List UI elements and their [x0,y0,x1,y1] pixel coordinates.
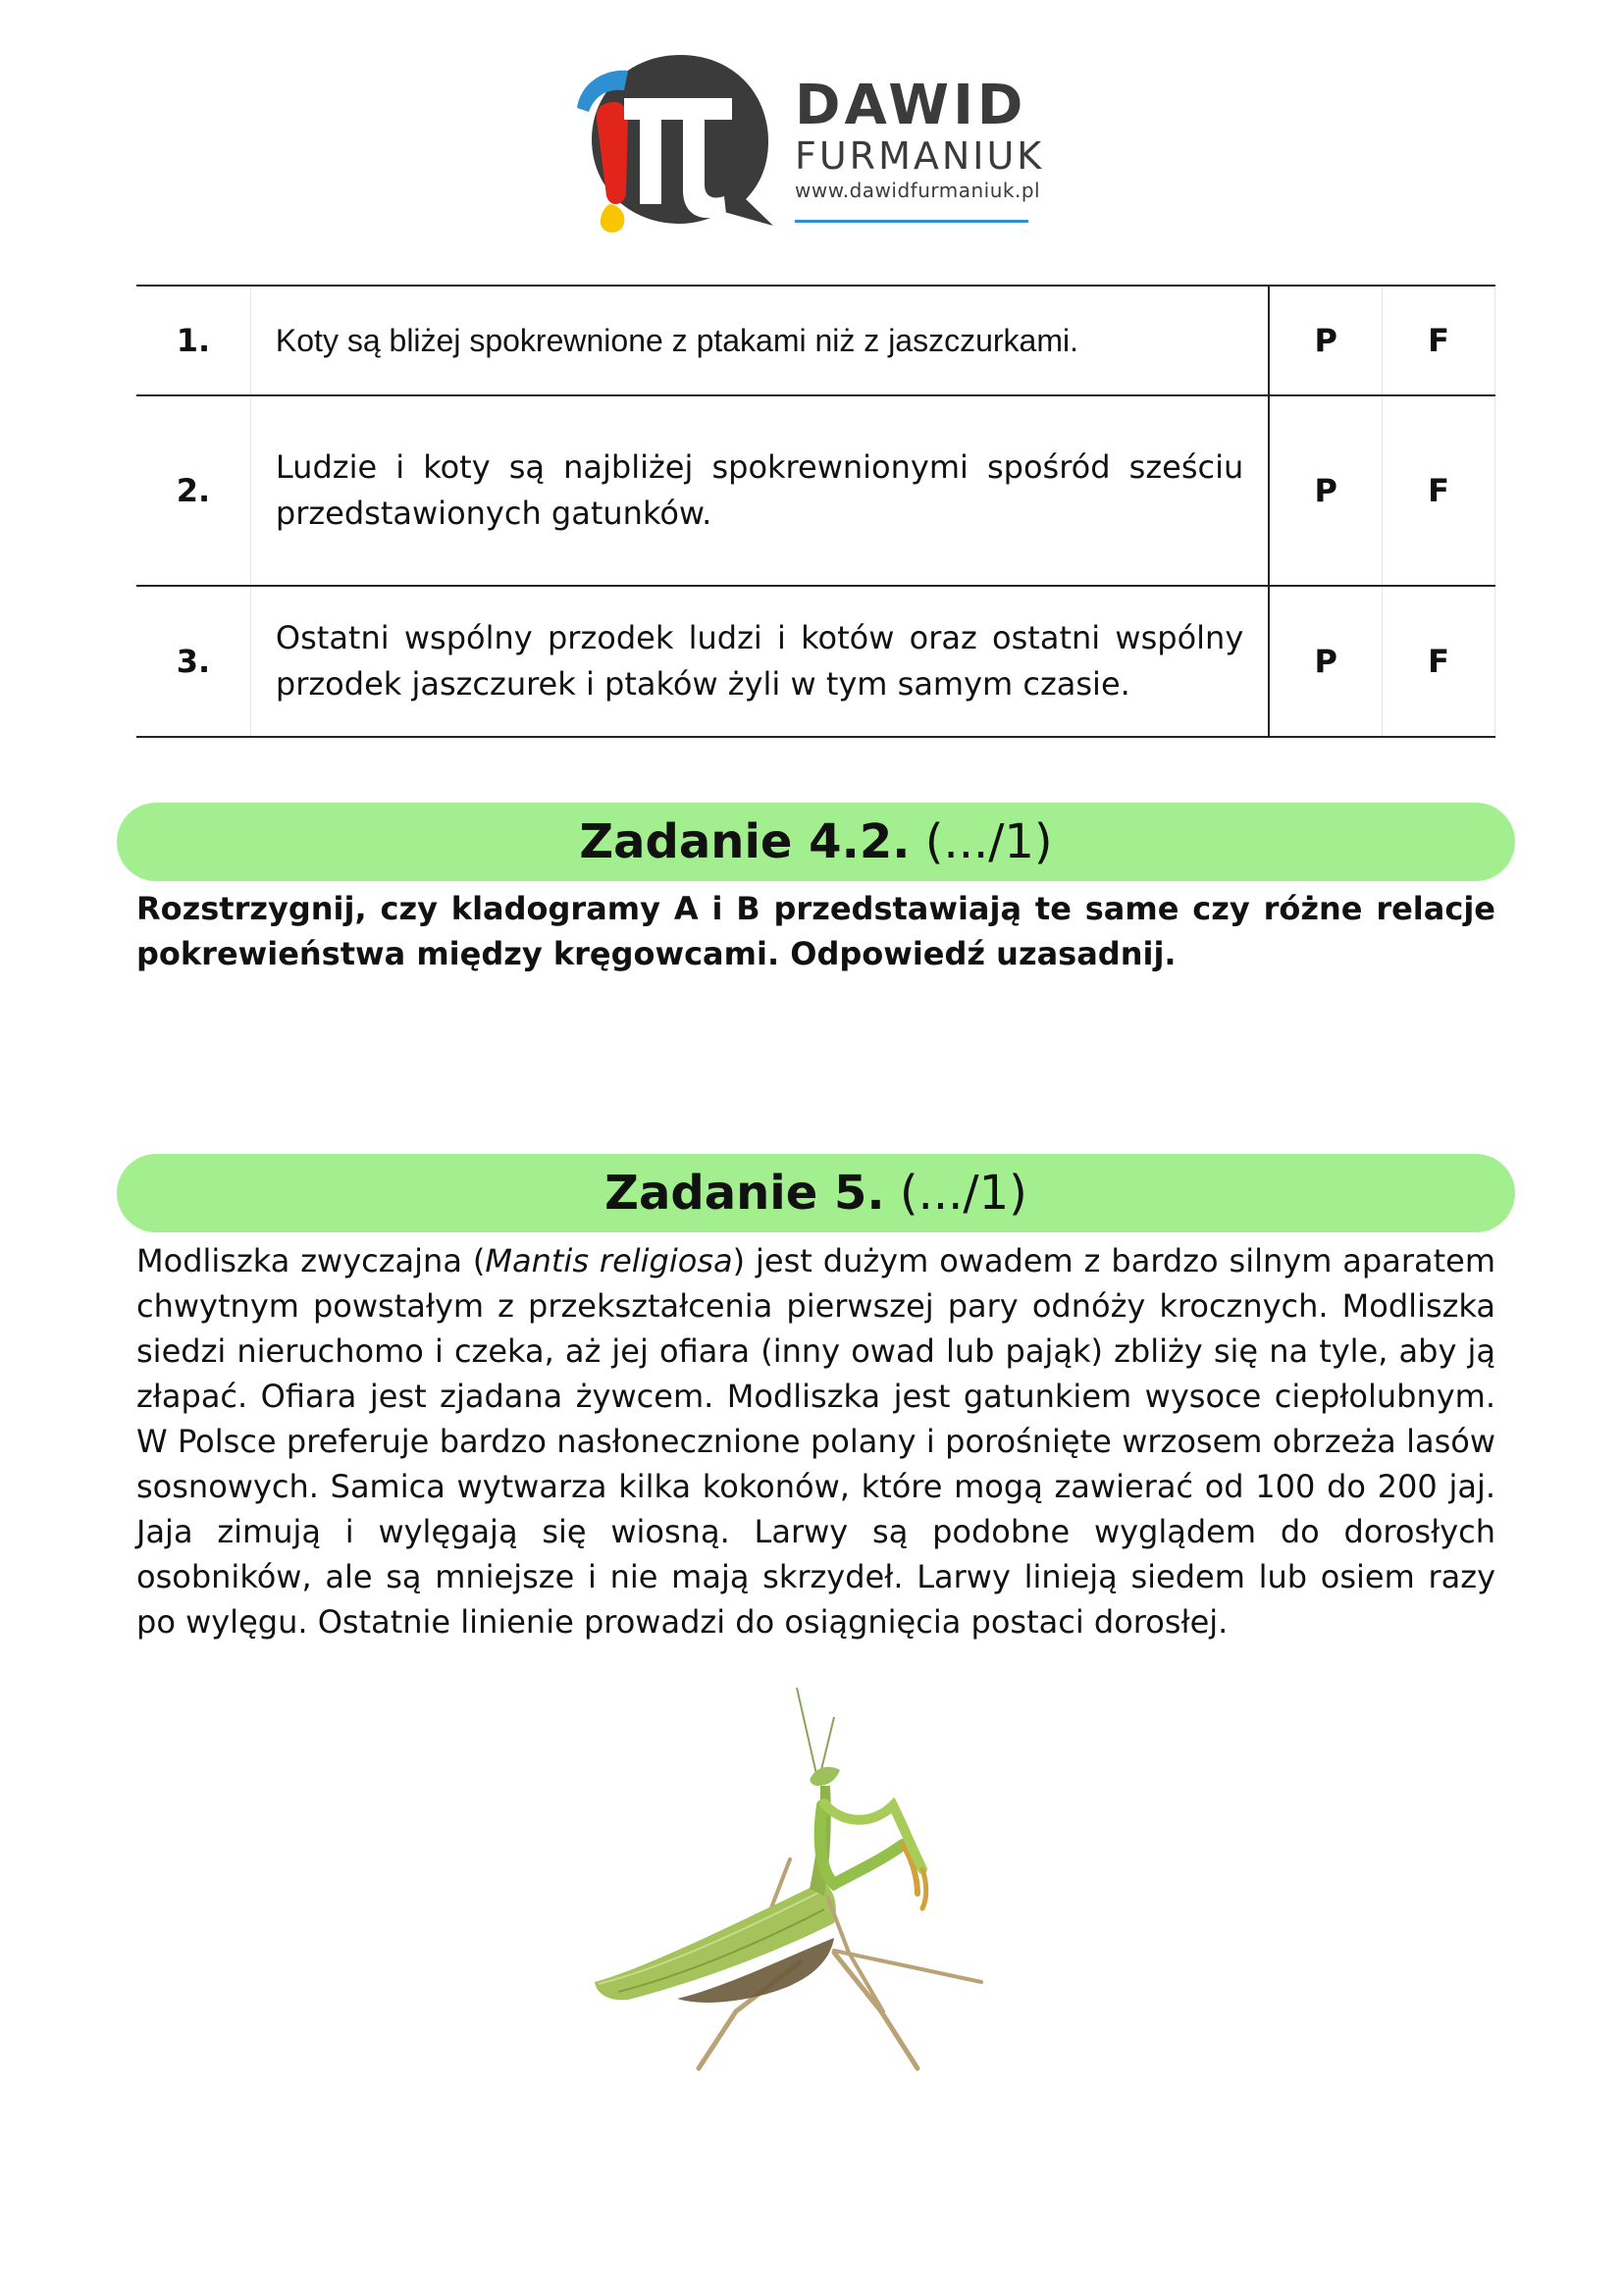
brand-url[interactable]: www.dawidfurmaniuk.pl [795,179,1041,202]
statement-text: Ludzie i koty są najbliżej spokrewnionymi spośród sześciu przedstawionych gatunków. [250,395,1269,586]
task-title: Zadanie 5. [604,1166,885,1221]
table-row [136,395,1495,586]
statement-number: 1. [136,286,250,395]
task-4-2-banner [117,803,1515,881]
true-false-table [136,285,1495,738]
brand-logo [567,47,1045,234]
brand-name: DAWID [795,74,1027,137]
option-true[interactable]: P [1269,286,1382,395]
statement-text: Ostatni wspólny przodek ludzi i kotów oraz ostatni wspólny przodek jaszczurek i ptaków żyli w tym samym czasie. [250,586,1269,737]
task-4-2-instruction: Rozstrzygnij, czy kladogramy A i B przedstawiają te same czy różne relacje pokrewieństwa między kręgowcami. Odpowiedź uzasadnij. [136,890,1495,972]
text-segment: ) jest dużym owadem z bardzo silnym aparatem chwytnym powstałym z przekształcenia pierwszej pary odnóży krocznych. Modliszka siedzi nieruchomo i czeka, aż jej ofiara (inny owad lub pająk) zbliży się na tyle, aby ją złapać. Ofiara jest zjadana żywcem. Modliszka jest gatunkiem wysoce ciepłolubnym. W Polsce preferuje bardzo nasłonecznione polany i porośnięte wrzosem obrzeża lasów sosnowych. Samica wytwarza kilka kokonów, które mogą zawierać od 100 do 200 jaj. Jaja zimują i wylęgają się wiosną. Larwy są podobne wyglądem do dorosłych osobników, ale są mniejsze i nie mają skrzydeł. Larwy linieją siedem lub osiem razy po wylęgu. Ostatnie linienie prowadzi do osiągnięcia postaci dorosłej. [136,1242,1496,1641]
table-row [136,286,1495,395]
brand-surname: FURMANIUK [795,134,1045,178]
pi-speech-bubble-icon [567,47,793,234]
option-false[interactable]: F [1383,586,1495,737]
task-points: (.../1) [924,814,1053,869]
brand-underline [795,220,1028,223]
statement-number: 3. [136,586,250,737]
task-points: (.../1) [899,1166,1027,1221]
task-5-text [136,1238,1495,1644]
option-true[interactable]: P [1269,586,1382,737]
text-segment: Modliszka zwyczajna ( [136,1242,486,1279]
statement-text: Koty są bliżej spokrewnione z ptakami niż z jaszczurkami. [250,286,1269,395]
option-false[interactable]: F [1383,286,1495,395]
task-5-banner [117,1154,1515,1232]
species-name: Mantis religiosa [485,1242,733,1279]
praying-mantis-illustration [589,1688,1060,2080]
statement-number: 2. [136,395,250,586]
option-true[interactable]: P [1269,395,1382,586]
option-false[interactable]: F [1383,395,1495,586]
table-row [136,586,1495,737]
task-title: Zadanie 4.2. [579,814,911,869]
